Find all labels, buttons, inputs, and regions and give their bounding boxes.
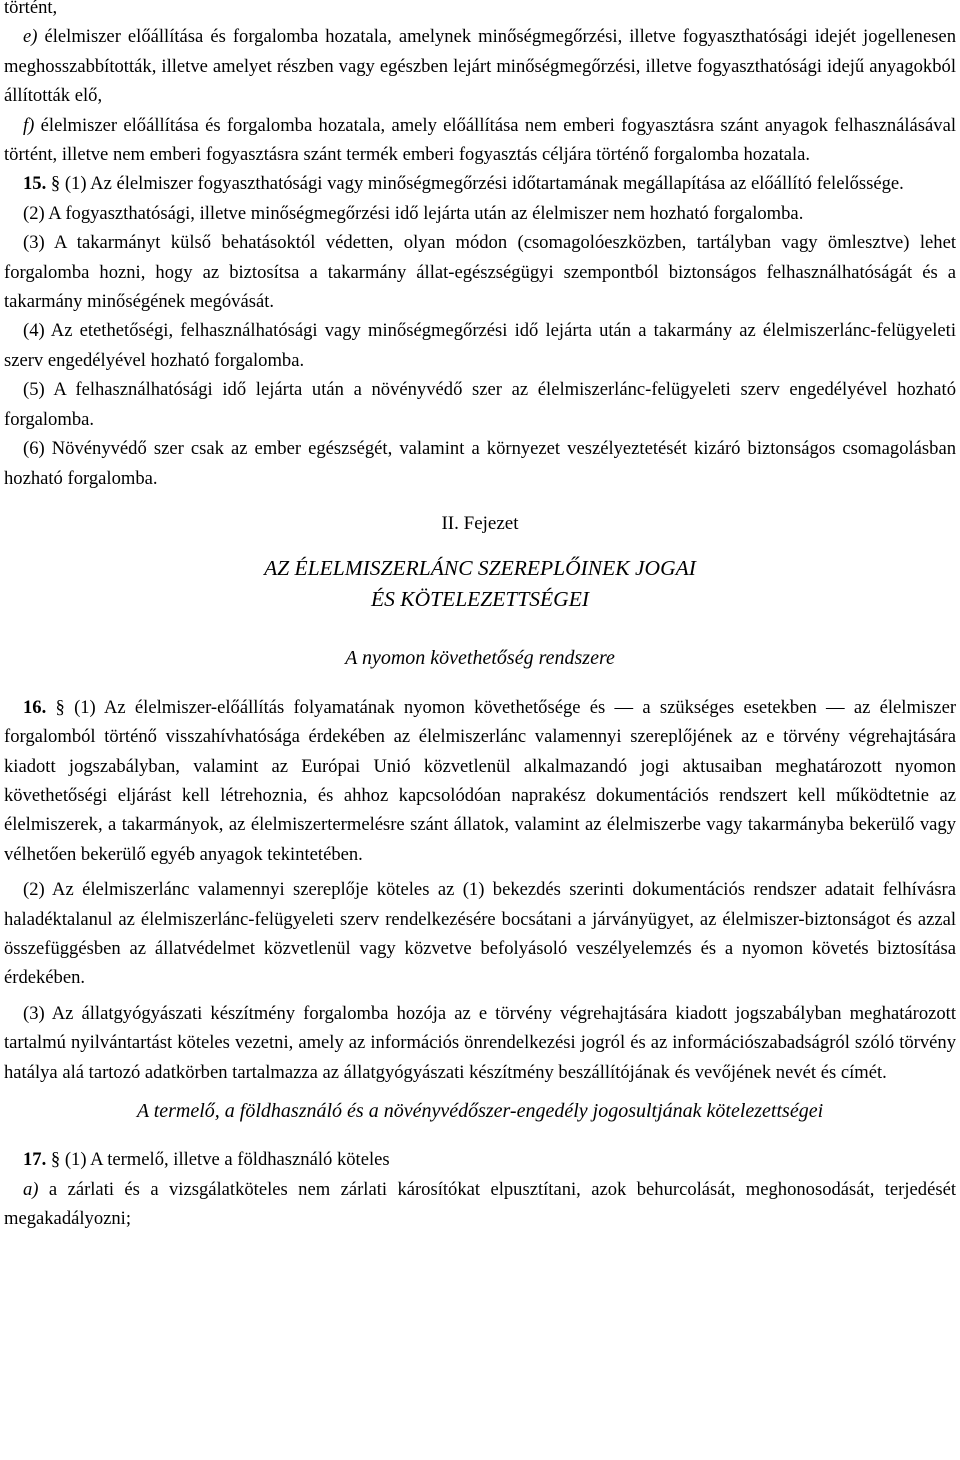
section-15-p1-text: (1) Az élelmiszer fogyaszthatósági vagy minőségmegőrzési időtartamának megállapítása az előállító felelőssége.: [64, 173, 904, 195]
section-15-number: 15.: [23, 173, 47, 195]
section-15-paragraph-2: (2) A fogyaszthatósági, illetve minőségmegőrzési idő lejárta után az élelmiszer nem hozható forgalomba.: [23, 202, 804, 224]
chapter-title: [4, 553, 956, 615]
point-a: [4, 1175, 956, 1234]
section-17-p1-text: (1) A termelő, illetve a földhasználó köteles: [64, 1149, 390, 1171]
chapter-label: II. Fejezet: [441, 512, 519, 534]
section-17-number: 17.: [23, 1149, 47, 1171]
section-title-traceability: A nyomon követhetőség rendszere: [345, 647, 615, 670]
section-symbol: §: [46, 173, 65, 195]
section-15-paragraph-5: (5) A felhasználhatósági idő lejárta után a növényvédő szer az élelmiszerlánc-felügyeleti szerv engedélyével hozható forgalomba.: [4, 379, 956, 430]
section-title-obligations: A termelő, a földhasználó és a növényvédőszer-engedély jogosultjának kötelezettségei: [136, 1100, 824, 1122]
point-f: [4, 111, 956, 170]
point-e: [4, 22, 956, 110]
chapter-title-line-1: AZ ÉLELMISZERLÁNC SZEREPLŐINEK JOGAI: [264, 556, 696, 581]
point-a-text: a zárlati és a vizsgálatköteles nem zárlati károsítókat elpusztítani, azok behurcolását, meghonosodását, terjedését megakadályozni;: [4, 1178, 956, 1230]
point-e-text: élelmiszer előállítása és forgalomba hozatala, amelynek minőségmegőrzési, illetve fogyaszthatósági idejét jogellenesen meghosszabbították, illetve amelyet részben vagy egészben lejárt minőségmegőrzési, illetve fogyaszthatósági idejű anyagokból állították elő,: [4, 26, 956, 107]
text-fragment: történt,: [4, 0, 58, 18]
section-15-paragraph-3: (3) A takarmányt külső behatásoktól védetten, olyan módon (csomagolóeszközben, tartályban vagy ömlesztve) lehet forgalomba hozni, hogy az biztosítsa a takarmány állat-egészségügyi szempontból biztonságos felhasználhatóságát és a takarmány minőségének megóvását.: [4, 232, 956, 313]
section-16-paragraph-1: [4, 693, 956, 869]
section-16-paragraph-2: (2) Az élelmiszerlánc valamennyi szereplője köteles az (1) bekezdés szerinti dokumentációs rendszer adatait felhívásra haladéktalanul az élelmiszerlánc-felügyeleti szerv rendelkezésére bocsátani a járványügyet, az élelmiszer-biztonságot és azzal összefüggésben az állatvédelmet közvetlenül vagy közvetve befolyásoló veszélyelemzés és a nyomon követés biztosítása érdekében.: [4, 879, 956, 989]
section-15-paragraph-6: (6) Növényvédő szer csak az ember egészségét, valamint a környezet veszélyeztetését kizáró biztonságos csomagolásban hozható forgalomba.: [4, 438, 956, 489]
section-symbol: §: [46, 696, 75, 718]
point-f-text: élelmiszer előállítása és forgalomba hozatala, amely előállítása nem emberi fogyasztásra szánt anyagok felhasználásával történt, illetve nem emberi fogyasztásra szánt termék emberi fogyasztás céljára történő forgalomba hozatala.: [4, 114, 956, 166]
section-15-paragraph-1: [4, 169, 956, 198]
section-symbol: §: [46, 1149, 65, 1171]
section-16-p1-text: (1) Az élelmiszer-előállítás folyamatának nyomon követhetősége és — a szükséges esetekben — az élelmiszer forgalomból történő visszahívhatósága érdekében az élelmiszerlánc valamennyi szereplőjének az e törvény végrehajtására kiadott jogszabályban, valamint az Európai Unió közvetlenül alkalmazandó jogi aktusaiban meghatározott nyomon követhetőségi eljárást kell létrehoznia, és ahhoz kapcsolódóan naprakész dokumentációs rendszert kell működtetnie az élelmiszerek, a takarmányok, az élelmiszertermelésre szánt állatok, valamint az élelmiszerbe vagy takarmányba bekerülő vagy vélhetően bekerülő egyéb anyagok tekintetében.: [4, 696, 957, 865]
section-16-paragraph-3: (3) Az állatgyógyászati készítmény forgalomba hozója az e törvény végrehajtására kiadott jogszabályban meghatározott tartalmú nyilvántartást köteles vezetni, amely az információs önrendelkezési jogról és az információszabadságról szóló törvény hatálya alá tartozó adatkörben tartalmazza az állatgyógyászati készítmény beszállítójának és vevőjének nevét és címét.: [4, 1002, 956, 1083]
chapter-title-line-2: ÉS KÖTELEZETTSÉGEI: [370, 587, 589, 612]
point-f-label: f): [23, 114, 35, 136]
section-16-number: 16.: [23, 696, 47, 718]
section-17-paragraph-1: [4, 1145, 956, 1174]
point-e-label: e): [23, 26, 38, 48]
point-a-label: a): [23, 1178, 39, 1200]
text-line-tortent: [4, 0, 956, 22]
section-15-paragraph-4: (4) Az etethetőségi, felhasználhatósági vagy minőségmegőrzési idő lejárta után a takarmány az élelmiszerlánc-felügyeleti szerv engedélyével hozható forgalomba.: [4, 320, 956, 371]
document-body: [4, 0, 956, 1234]
